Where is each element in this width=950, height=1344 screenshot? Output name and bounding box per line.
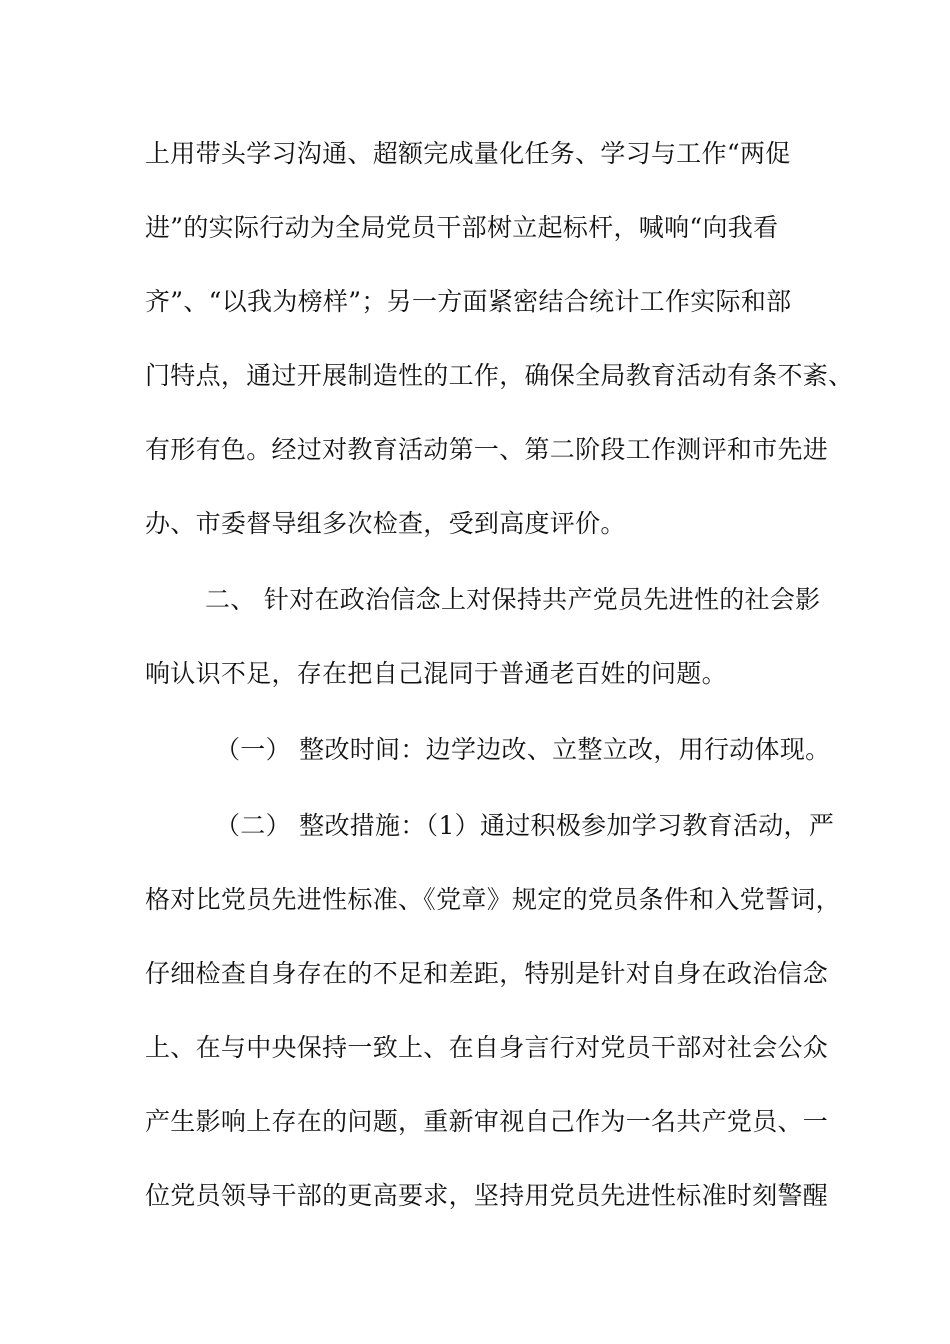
paragraph-line: 位党员领导干部的更高要求，坚持用党员先进性标准时刻警醒 bbox=[145, 1181, 829, 1210]
section-heading: 二、 针对在政治信念上对保持共产党员先进性的社会影 bbox=[205, 585, 821, 614]
paragraph-line: 办、市委督导组多次检查，受到高度评价。 bbox=[145, 509, 626, 538]
paragraph-line: 进”的实际行动为全局党员干部树立起标杆，喊响“向我看 bbox=[145, 213, 779, 242]
paragraph-line: 上用带头学习沟通、超额完成量化任务、学习与工作“两促 bbox=[145, 139, 791, 168]
paragraph-line: 产生影响上存在的问题，重新审视自己作为一名共产党员、一 bbox=[145, 1107, 829, 1136]
paragraph-line: 仔细检查自身存在的不足和差距，特别是针对自身在政治信念 bbox=[145, 959, 829, 988]
paragraph-line: 有形有色。经过对教育活动第一、第二阶段工作测评和市先进 bbox=[145, 435, 829, 464]
paragraph-line: 格对比党员先进性标准、《党章》规定的党员条件和入党誓词， bbox=[145, 885, 841, 914]
paragraph-line: 齐”、“以我为榜样”；另一方面紧密结合统计工作实际和部 bbox=[145, 287, 792, 316]
subsection-line: （一） 整改时间：边学边改、立整立改，用行动体现。 bbox=[215, 735, 831, 764]
paragraph-line: 门特点，通过开展制造性的工作，确保全局教育活动有条不紊、 bbox=[145, 361, 854, 390]
paragraph-line: 上、在与中央保持一致上、在自身言行对党员干部对社会公众 bbox=[145, 1033, 829, 1062]
paragraph-line: 响认识不足，存在把自己混同于普通老百姓的问题。 bbox=[145, 659, 727, 688]
subsection-line: （二） 整改措施：（1）通过积极参加学习教育活动，严 bbox=[215, 811, 835, 840]
